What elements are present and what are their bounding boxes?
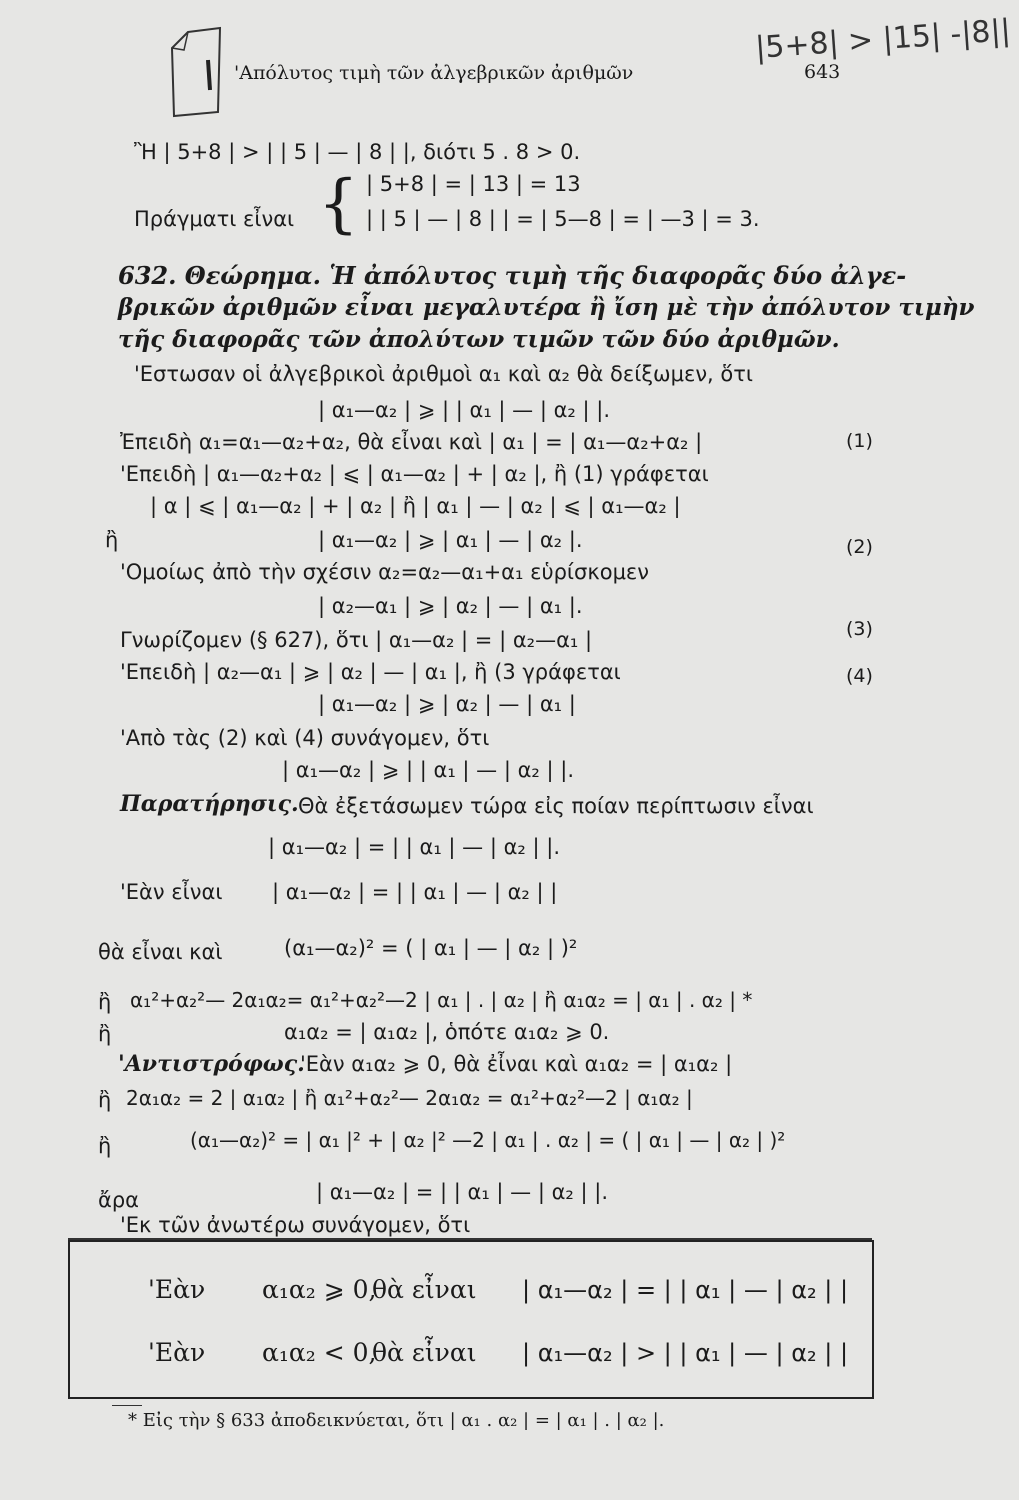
line-10: 'Επειδὴ | α₁—α₂+α₂ | ⩽ | α₁—α₂ | + | α₂ |, ἢ (1) γράφεται <box>120 462 709 486</box>
equation-tag-2: (2) <box>846 536 873 558</box>
line-02: | 5+8 | = | 13 | = 13 <box>366 172 581 196</box>
line-14: | α₂—α₁ | ⩾ | α₂ | — | α₁ |. <box>318 594 583 618</box>
line-22-formula: | α₁—α₂ | = | | α₁ | — | α₂ | | <box>272 880 558 904</box>
line-07: 'Εστωσαν οἱ ἀλγεβρικοὶ ἀριθμοὶ α₁ καὶ α₂ θὰ δείξωμεν, ὅτι <box>134 362 754 386</box>
line-15: Γνωρίζομεν (§ 627), ὅτι | α₁—α₂ | = | α₂—α₁ | <box>120 628 593 652</box>
box-row2-condition: α₁α₂ < 0, <box>262 1338 377 1367</box>
line-23-formula: (α₁—α₂)² = ( | α₁ | — | α₂ | )² <box>284 936 578 960</box>
converse-heading: 'Αντιστρόφως. <box>118 1051 305 1077</box>
left-brace: { <box>318 167 359 241</box>
box-row2-then: θὰ εἶναι <box>372 1338 477 1367</box>
line-28-label: ἢ <box>98 1134 112 1158</box>
box-row1-condition: α₁α₂ ⩾ 0, <box>262 1275 377 1304</box>
line-18: 'Απὸ τὰς (2) καὶ (4) συνάγομεν, ὅτι <box>120 726 490 750</box>
line-21: | α₁—α₂ | = | | α₁ | — | α₂ | |. <box>268 835 561 859</box>
line-13: 'Ομοίως ἀπὸ τὴν σχέσιν α₂=α₂—α₁+α₁ εὑρίσκομεν <box>120 560 650 584</box>
theorem-line-2: βρικῶν ἀριθμῶν εἶναι μεγαλυτέρα ἢ ἴση μὲ τὴν ἀπόλυτον τιμὴν <box>118 294 975 321</box>
line-27-label: ἢ <box>98 1088 112 1112</box>
equation-tag-1: (1) <box>846 430 873 452</box>
line-22-label: 'Εὰν εἶναι <box>120 880 223 904</box>
line-03-label: Πράγματι εἶναι <box>134 207 295 231</box>
converse-text: 'Εὰν α₁α₂ ⩾ 0, θὰ ἐἶναι καὶ α₁α₂ = | α₁α₂ | <box>300 1052 733 1076</box>
box-row1-if: 'Εὰν <box>148 1275 206 1304</box>
line-17: | α₁—α₂ | ⩾ | α₂ | — | α₁ | <box>318 692 576 716</box>
line-19: | α₁—α₂ | ⩾ | | α₁ | — | α₂ | |. <box>282 758 575 782</box>
remark-text: Θὰ ἐξετάσωμεν τώρα εἰς ποίαν περίπτωσιν εἶναι <box>298 794 814 818</box>
line-25-formula: α₁α₂ = | α₁α₂ |, ὁπότε α₁α₂ ⩾ 0. <box>284 1020 610 1044</box>
line-27-formula: 2α₁α₂ = 2 | α₁α₂ | ἢ α₁²+α₂²— 2α₁α₂ = α₁²+α₂²—2 | α₁α₂ | <box>126 1086 693 1110</box>
line-29-label: ἄρα <box>98 1188 140 1212</box>
footnote-rule <box>112 1405 142 1406</box>
conclusion-box <box>68 1240 874 1399</box>
box-row2-if: 'Εὰν <box>148 1338 206 1367</box>
footnote: * Εἰς τὴν § 633 ἀποδεικνύεται, ὅτι | α₁ . α₂ | = | α₁ | . | α₂ |. <box>128 1410 665 1431</box>
line-30: 'Εκ τῶν ἀνωτέρω συνάγομεν, ὅτι <box>120 1213 471 1237</box>
line-23-label: θὰ εἶναι καὶ <box>98 940 223 964</box>
theorem-line-3: τῆς διαφορᾶς τῶν ἀπολύτων τιμῶν τῶν δύο ἀριθμῶν. <box>118 326 840 353</box>
line-12-label: ἢ <box>105 528 119 552</box>
line-11: | α | ⩽ | α₁—α₂ | + | α₂ | ἢ | α₁ | — | α₂ | ⩽ | α₁—α₂ | <box>150 494 681 518</box>
line-16: 'Επειδὴ | α₂—α₁ | ⩾ | α₂ | — | α₁ |, ἢ (3 γράφεται <box>120 660 621 684</box>
line-28-formula: (α₁—α₂)² = | α₁ |² + | α₂ |² —2 | α₁ | . α₂ | = ( | α₁ | — | α₂ | )² <box>190 1128 786 1152</box>
handwritten-note: |5+8| > |15| -|8|| <box>754 13 1012 66</box>
line-24-formula: α₁²+α₂²— 2α₁α₂= α₁²+α₂²—2 | α₁ | . | α₂ | ἢ α₁α₂ = | α₁ | . α₂ | * <box>130 988 753 1012</box>
equation-tag-4: (4) <box>846 665 873 687</box>
box-row2-result: | α₁—α₂ | > | | α₁ | — | α₂ | | <box>522 1339 849 1367</box>
line-01: Ἢ | 5+8 | > | | 5 | — | 8 | |, διότι 5 . 8 > 0. <box>134 140 581 164</box>
line-12-formula: | α₁—α₂ | ⩾ | α₁ | — | α₂ |. <box>318 528 583 552</box>
theorem-heading: 632. Θεώρημα. Ἡ ἀπόλυτος τιμὴ τῆς διαφορᾶς δύο ἀλγε- <box>118 261 907 290</box>
page-number: 643 <box>804 61 841 83</box>
line-09: Ἐπειδὴ α₁=α₁—α₂+α₂, θὰ εἶναι καὶ | α₁ | = | α₁—α₂+α₂ | <box>120 430 703 454</box>
line-08: | α₁—α₂ | ⩾ | | α₁ | — | α₂ | |. <box>318 398 611 422</box>
line-25-label: ἢ <box>98 1022 112 1046</box>
line-29-formula: | α₁—α₂ | = | | α₁ | — | α₂ | |. <box>316 1180 609 1204</box>
line-24-label: ἢ <box>98 990 112 1014</box>
remark-heading: Παρατήρησις. <box>120 791 299 817</box>
line-03-formula: | | 5 | — | 8 | | = | 5—8 | = | —3 | = 3. <box>366 207 760 231</box>
box-row1-then: θὰ εἶναι <box>372 1275 477 1304</box>
running-header: 'Απόλυτος τιμὴ τῶν ἀλγεβρικῶν ἀριθμῶν <box>234 62 634 84</box>
box-row1-result: | α₁—α₂ | = | | α₁ | — | α₂ | | <box>522 1276 849 1304</box>
stamp-icon <box>160 20 230 120</box>
equation-tag-3: (3) <box>846 618 873 640</box>
